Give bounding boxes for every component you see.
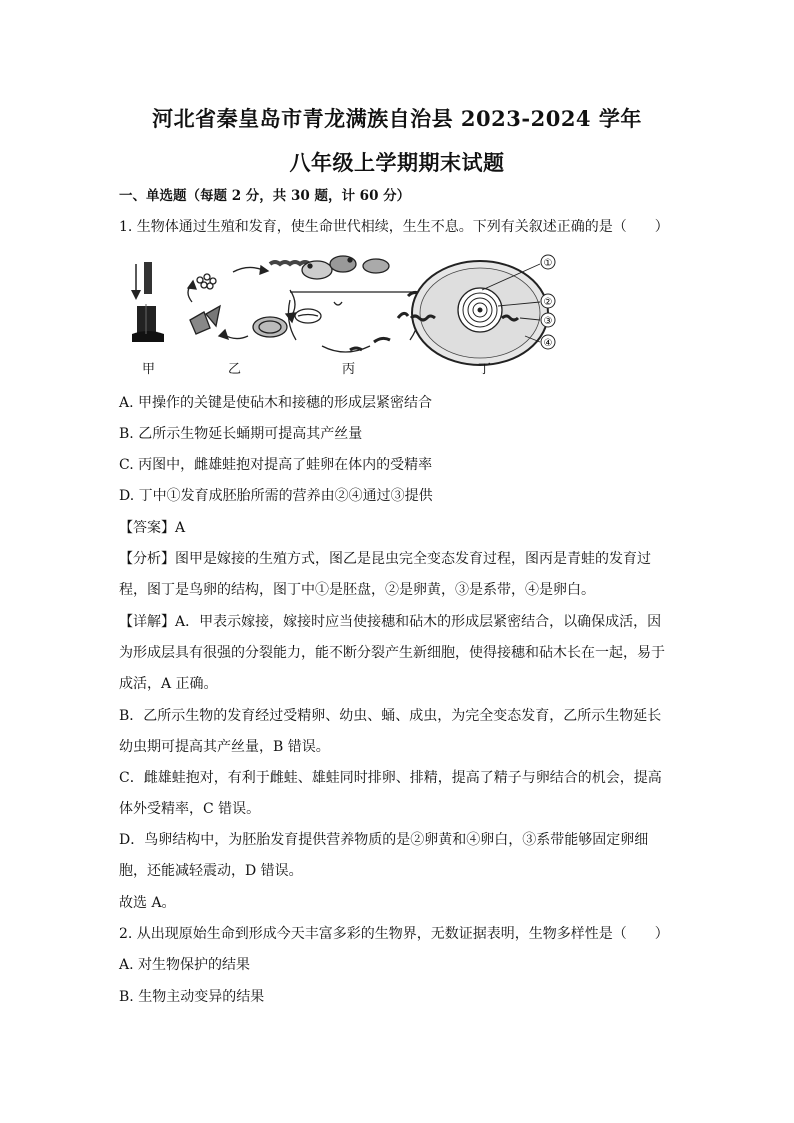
detail-line-2: 为形成层具有很强的分裂能力，能不断分裂产生新细胞，使得接穗和砧木长在一起，易于 — [119, 645, 665, 661]
egg-callout-2: ② — [543, 297, 553, 308]
detail-line-9: 胞，还能减轻震动，D 错误。 — [119, 863, 303, 879]
detail-line-4: B．乙所示生物的发育经过受精卵、幼虫、蛹、成虫，为完全变态发育，乙所示生物延长 — [119, 708, 662, 724]
egg-callout-4: ④ — [543, 338, 553, 349]
analysis-line-2: 程，图丁是鸟卵的结构，图丁中①是胚盘，②是卵黄，③是系带，④是卵白。 — [119, 582, 595, 598]
question-1-option-a: A. 甲操作的关键是使砧木和接穗的形成层紧密结合 — [119, 395, 433, 411]
detail-line-5: 幼虫期可提高其产丝量，B 错误。 — [119, 739, 330, 755]
section-heading: 一、单选题（每题 2 分，共 30 题，计 60 分） — [119, 188, 411, 204]
question-1-option-c: C. 丙图中，雌雄蛙抱对提高了蛙卵在体内的受精率 — [119, 457, 433, 473]
silkworm-life-cycle — [188, 262, 310, 339]
question-1-stem: 1. 生物体通过生殖和发育，使生命世代相续，生生不息。下列有关叙述正确的是（ ） — [119, 219, 669, 235]
question-2-stem: 2. 从出现原始生命到形成今天丰富多彩的生物界，无数证据表明，生物多样性是（ ） — [119, 926, 669, 942]
document-title-line-2: 八年级上学期期末试题 — [289, 150, 505, 175]
question-1-figure — [120, 250, 580, 380]
question-2-option-a: A. 对生物保护的结果 — [119, 957, 251, 973]
detail-line-6: C．雌雄蛙抱对，有利于雌蛙、雄蛙同时排卵、排精，提高了精子与卵结合的机会，提高 — [119, 770, 662, 786]
frog-life-cycle — [288, 256, 420, 352]
detail-line-10: 故选 A。 — [119, 895, 176, 911]
detail-line-7: 体外受精率，C 错误。 — [119, 801, 261, 817]
egg-callout-3: ③ — [543, 316, 553, 327]
question-1-option-d: D. 丁中①发育成胚胎所需的营养由②④通过③提供 — [119, 488, 433, 504]
analysis-line-1: 【分析】图甲是嫁接的生殖方式，图乙是昆虫完全变态发育过程，图丙是青蛙的发育过 — [119, 551, 651, 567]
question-1-option-b: B. 乙所示生物延长蛹期可提高其产丝量 — [119, 426, 363, 442]
figure-label-bing: 丙 — [342, 362, 356, 377]
question-1-answer: 【答案】A — [119, 520, 186, 536]
detail-line-1: 【详解】A．甲表示嫁接，嫁接时应当使接穗和砧木的形成层紧密结合，以确保成活，因 — [119, 614, 662, 630]
figure-label-ding: 丁 — [478, 362, 492, 377]
figure-label-yi: 乙 — [228, 362, 242, 377]
detail-line-3: 成活，A 正确。 — [119, 676, 218, 692]
grafting-illustration — [131, 262, 164, 342]
bird-egg-structure — [411, 255, 555, 365]
detail-line-8: D．鸟卵结构中，为胚胎发育提供营养物质的是②卵黄和④卵白，③系带能够固定卵细 — [119, 832, 649, 848]
figure-label-jia: 甲 — [142, 362, 156, 377]
egg-callout-1: ① — [543, 258, 553, 269]
document-title-line-1: 河北省秦皇岛市青龙满族自治县 2023-2024 学年 — [152, 106, 642, 131]
question-2-option-b: B. 生物主动变异的结果 — [119, 989, 265, 1005]
